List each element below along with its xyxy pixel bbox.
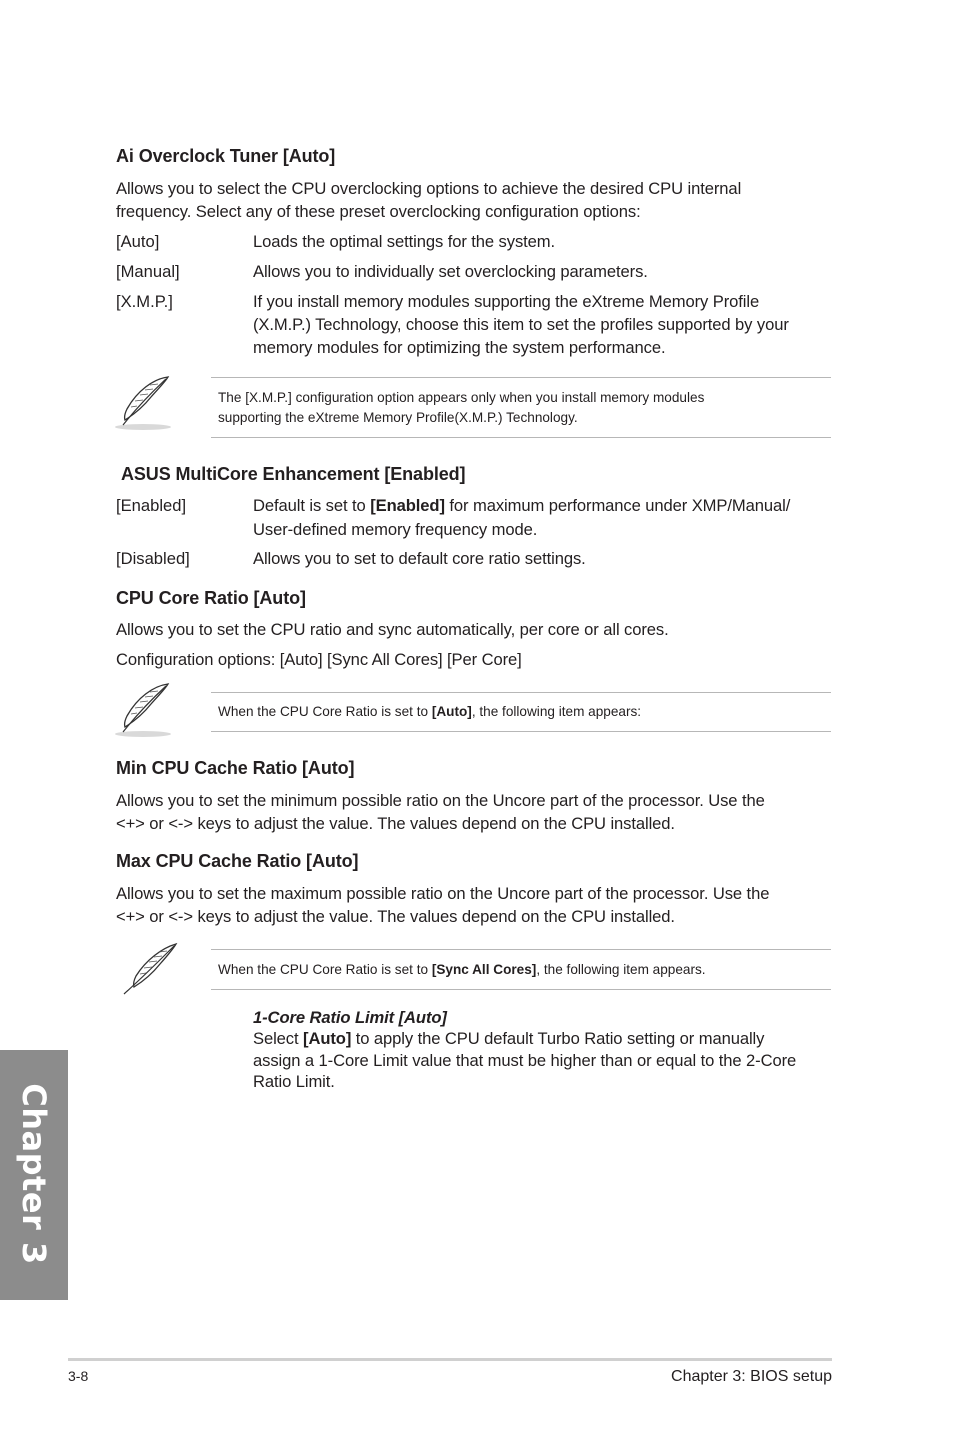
note-rule-top: [211, 949, 831, 950]
option-xmp-desc-line1: If you install memory modules supporting the eXtreme Memory Profile: [253, 292, 760, 311]
option-xmp-key: [X.M.P.]: [116, 292, 173, 311]
heading-multicore-enhancement: ASUS MultiCore Enhancement [Enabled]: [121, 464, 466, 484]
heading-min-cpu-cache-ratio: Min CPU Cache Ratio [Auto]: [116, 758, 355, 778]
option-xmp-desc-line3: memory modules for optimizing the system performance.: [253, 338, 666, 357]
note-feather-icon: [118, 942, 180, 1003]
chapter-tab-label: Chapter 3: [15, 1083, 53, 1265]
option-enabled-key: [Enabled]: [116, 496, 187, 515]
footer-rule: [68, 1358, 832, 1361]
note-rule-bottom: [211, 989, 831, 990]
note-feather-icon: [113, 373, 175, 436]
ai-overclock-desc-line2: frequency. Select any of these preset overclocking configuration options:: [116, 202, 641, 221]
footer-page-number: 3-8: [68, 1368, 89, 1384]
heading-1-core-ratio-limit: 1-Core Ratio Limit [Auto]: [253, 1008, 447, 1027]
core1-limit-line2: assign a 1-Core Limit value that must be higher than or equal to the 2-Core: [253, 1051, 797, 1070]
option-manual-desc: Allows you to individually set overclocking parameters.: [253, 262, 648, 281]
core1-limit-line1: Select [Auto] to apply the CPU default Turbo Ratio setting or manually: [253, 1029, 765, 1048]
min-cache-desc-line2: <+> or <-> keys to adjust the value. The values depend on the CPU installed.: [116, 814, 675, 833]
option-auto-key: [Auto]: [116, 232, 160, 251]
option-disabled-desc: Allows you to set to default core ratio settings.: [253, 549, 586, 568]
note-feather-icon: [113, 680, 175, 743]
note-rule-bottom: [211, 437, 831, 438]
note-xmp-line1: The [X.M.P.] configuration option appears only when you install memory modules: [218, 390, 705, 405]
option-enabled-desc-line1: Default is set to [Enabled] for maximum performance under XMP/Manual/: [253, 496, 791, 515]
note-sync-all-cores: When the CPU Core Ratio is set to [Sync All Cores], the following item appears.: [218, 962, 706, 977]
note-rule-bottom: [211, 731, 831, 732]
heading-cpu-core-ratio: CPU Core Ratio [Auto]: [116, 588, 306, 608]
max-cache-desc-line2: <+> or <-> keys to adjust the value. The values depend on the CPU installed.: [116, 907, 675, 926]
option-disabled-key: [Disabled]: [116, 549, 190, 568]
max-cache-desc-line1: Allows you to set the maximum possible ratio on the Uncore part of the processor. Use the: [116, 884, 770, 903]
core1-limit-line3: Ratio Limit.: [253, 1072, 335, 1091]
option-enabled-desc-line2: User-defined memory frequency mode.: [253, 520, 538, 539]
note-xmp-line2: supporting the eXtreme Memory Profile(X.M.P.) Technology.: [218, 410, 578, 425]
footer-chapter-title: Chapter 3: BIOS setup: [671, 1368, 832, 1385]
cpu-core-ratio-desc: Allows you to set the CPU ratio and sync automatically, per core or all cores.: [116, 620, 669, 639]
option-manual-key: [Manual]: [116, 262, 180, 281]
note-cpu-core-ratio-auto: When the CPU Core Ratio is set to [Auto], the following item appears:: [218, 704, 642, 719]
ai-overclock-desc-line1: Allows you to select the CPU overclocking options to achieve the desired CPU internal: [116, 179, 742, 198]
note-rule-top: [211, 377, 831, 378]
note-rule-top: [211, 692, 831, 693]
heading-max-cpu-cache-ratio: Max CPU Cache Ratio [Auto]: [116, 851, 359, 871]
min-cache-desc-line1: Allows you to set the minimum possible ratio on the Uncore part of the processor. Use the: [116, 791, 765, 810]
cpu-core-ratio-config: Configuration options: [Auto] [Sync All Cores] [Per Core]: [116, 650, 522, 669]
heading-ai-overclock-tuner: Ai Overclock Tuner [Auto]: [116, 146, 336, 166]
option-xmp-desc-line2: (X.M.P.) Technology, choose this item to set the profiles supported by your: [253, 315, 789, 334]
option-auto-desc: Loads the optimal settings for the system.: [253, 232, 556, 251]
